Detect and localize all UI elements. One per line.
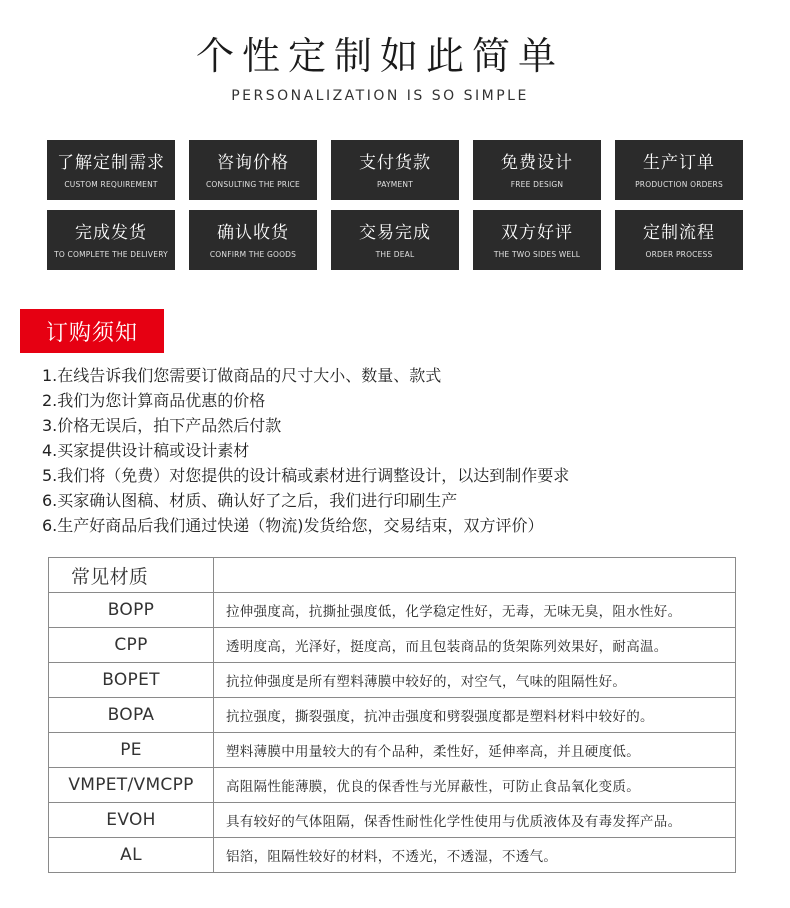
material-name: BOPP	[49, 593, 214, 628]
step-free-design	[473, 140, 601, 200]
step-en: CUSTOM REQUIREMENT	[64, 179, 158, 189]
table-row	[49, 803, 736, 838]
process-row-2	[47, 210, 745, 270]
materials-table	[48, 557, 736, 873]
page-subtitle: PERSONALIZATION IS SO SIMPLE	[231, 88, 529, 104]
step-en: THE TWO SIDES WELL	[493, 249, 581, 259]
material-desc: 塑料薄膜中用量较大的有个品种，柔性好，延伸率高，并且硬度低。	[214, 733, 736, 768]
page-title: 个性定制如此简单	[195, 34, 564, 78]
notice-item: 4.买家提供设计稿或设计素材	[42, 441, 250, 460]
step-order-process	[615, 210, 743, 270]
material-name: VMPET/VMCPP	[49, 768, 214, 803]
step-cn: 交易完成	[359, 222, 431, 243]
notice-item: 2.我们为您计算商品优惠的价格	[42, 391, 266, 410]
material-name: BOPET	[49, 663, 214, 698]
table-row	[49, 838, 736, 873]
material-desc: 高阻隔性能薄膜，优良的保香性与光屏蔽性，可防止食品氧化变质。	[214, 768, 736, 803]
material-name: PE	[49, 733, 214, 768]
step-production-orders	[615, 140, 743, 200]
step-deal	[331, 210, 459, 270]
step-confirm-goods	[189, 210, 317, 270]
notice-item: 1.在线告诉我们您需要订做商品的尺寸大小、数量、款式	[42, 366, 442, 385]
page-header	[0, 30, 790, 104]
step-en: TO COMPLETE THE DELIVERY	[54, 249, 168, 259]
step-cn: 确认收货	[217, 222, 289, 243]
step-cn: 免费设计	[501, 152, 573, 173]
step-en: THE DEAL	[375, 249, 415, 259]
step-en: PAYMENT	[377, 179, 413, 189]
process-steps	[47, 140, 745, 280]
step-cn: 生产订单	[643, 152, 715, 173]
notice-item: 5.我们将（免费）对您提供的设计稿或素材进行调整设计，以达到制作要求	[42, 466, 570, 485]
step-en: FREE DESIGN	[510, 179, 564, 189]
notice-title-badge: 订购须知	[20, 309, 164, 353]
table-row	[49, 593, 736, 628]
step-en: PRODUCTION ORDERS	[635, 179, 723, 189]
material-name: BOPA	[49, 698, 214, 733]
process-row-1	[47, 140, 745, 200]
material-name: EVOH	[49, 803, 214, 838]
materials-header: 常见材质	[49, 558, 214, 593]
notice-list	[42, 363, 569, 538]
table-row	[49, 663, 736, 698]
material-desc: 具有较好的气体阻隔，保香性耐性化学性使用与优质液体及有毒发挥产品。	[214, 803, 736, 838]
step-cn: 定制流程	[643, 222, 715, 243]
step-cn: 咨询价格	[217, 152, 289, 173]
step-en: CONFIRM THE GOODS	[209, 249, 297, 259]
material-desc: 抗拉强度，撕裂强度，抗冲击强度和劈裂强度都是塑料材料中较好的。	[214, 698, 736, 733]
notice-item: 3.价格无误后，拍下产品然后付款	[42, 416, 282, 435]
notice-item: 6.生产好商品后我们通过快递（物流)发货给您，交易结束，双方评价）	[42, 516, 544, 535]
table-row	[49, 698, 736, 733]
step-custom-requirement	[47, 140, 175, 200]
step-delivery	[47, 210, 175, 270]
step-cn: 双方好评	[501, 222, 573, 243]
step-en: ORDER PROCESS	[645, 249, 713, 259]
table-row	[49, 768, 736, 803]
materials-header-desc	[214, 558, 736, 593]
step-cn: 支付货款	[359, 152, 431, 173]
notice-item: 6.买家确认图稿、材质、确认好了之后，我们进行印刷生产	[42, 491, 458, 510]
material-desc: 抗拉伸强度是所有塑料薄膜中较好的，对空气，气味的阻隔性好。	[214, 663, 736, 698]
material-desc: 透明度高，光泽好，挺度高，而且包装商品的货架陈列效果好，耐高温。	[214, 628, 736, 663]
step-consulting-price	[189, 140, 317, 200]
step-en: CONSULTING THE PRICE	[205, 179, 300, 189]
step-payment	[331, 140, 459, 200]
step-cn: 完成发货	[75, 222, 147, 243]
step-cn: 了解定制需求	[57, 152, 165, 173]
table-row	[49, 628, 736, 663]
table-row	[49, 733, 736, 768]
material-desc: 拉伸强度高，抗撕扯强度低，化学稳定性好，无毒，无味无臭，阻水性好。	[214, 593, 736, 628]
material-name: AL	[49, 838, 214, 873]
material-name: CPP	[49, 628, 214, 663]
materials-header-row	[49, 558, 736, 593]
step-two-sides-well	[473, 210, 601, 270]
material-desc: 铝箔，阻隔性较好的材料，不透光，不透湿，不透气。	[214, 838, 736, 873]
